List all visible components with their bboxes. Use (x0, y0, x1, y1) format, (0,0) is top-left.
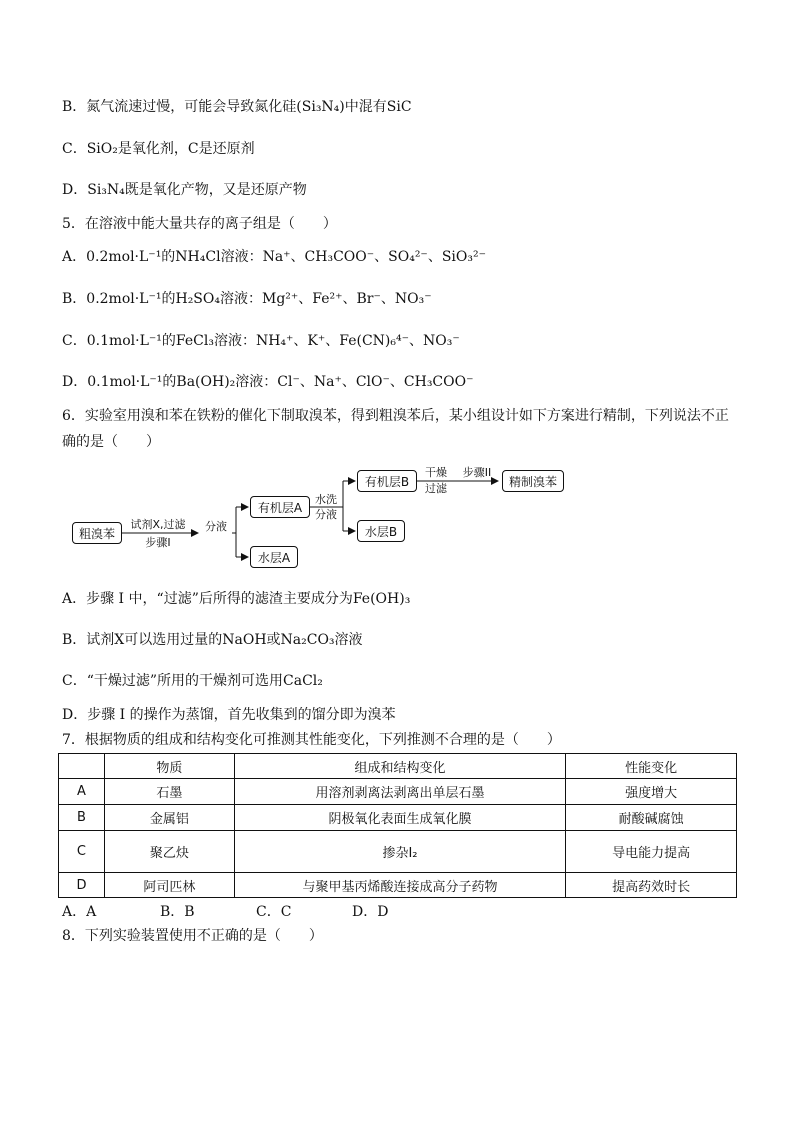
table-row (59, 831, 737, 873)
box-organic-layer-a: 有机层A (250, 496, 310, 518)
table-cell: 阿司匹林 (104, 873, 234, 898)
table-header-row (59, 754, 737, 779)
q7-choice-a: A．A (62, 904, 97, 920)
q4-option-d: D．Si₃N₄既是氧化产物，又是还原产物 (62, 182, 307, 198)
table-row (59, 873, 737, 898)
table-row (59, 805, 737, 831)
table-cell: A (59, 779, 105, 805)
table-cell: 聚乙炔 (104, 831, 234, 873)
q8-stem: 8．下列实验装置使用不正确的是（ ） (62, 928, 323, 944)
q7-stem: 7．根据物质的组成和结构变化可推测其性能变化，下列推测不合理的是（ ） (62, 732, 561, 748)
label-separate: 分液 (205, 520, 227, 533)
table-header-cell: 性能变化 (566, 754, 737, 779)
box-organic-layer-b: 有机层B (357, 470, 417, 492)
table-cell: 金属铝 (104, 805, 234, 831)
q5-option-a: A．0.2mol·L⁻¹的NH₄Cl溶液：Na⁺、CH₃COO⁻、SO₄²⁻、SiO₃²⁻ (62, 249, 486, 265)
table-header-cell (59, 754, 105, 779)
table-cell: 提高药效时长 (566, 873, 737, 898)
table-cell: D (59, 873, 105, 898)
q5-option-d: D．0.1mol·L⁻¹的Ba(OH)₂溶液：Cl⁻、Na⁺、ClO⁻、CH₃COO⁻ (62, 374, 474, 390)
table-cell: 阴极氧化表面生成氧化膜 (234, 805, 565, 831)
q5-option-b: B．0.2mol·L⁻¹的H₂SO₄溶液：Mg²⁺、Fe²⁺、Br⁻、NO₃⁻ (62, 291, 432, 307)
label-reagent-x: 试剂X,过滤 (130, 518, 186, 531)
table-cell: 用溶剂剥离法剥离出单层石墨 (234, 779, 565, 805)
table-cell: 强度增大 (566, 779, 737, 805)
label-step-2: 步骤II (462, 466, 492, 479)
table-header-cell: 物质 (104, 754, 234, 779)
q6-option-b: B．试剂X可以选用过量的NaOH或Na₂CO₃溶液 (62, 632, 363, 648)
q6-option-d: D．步骤 I 的操作为蒸馏，首先收集到的馏分即为溴苯 (62, 707, 396, 723)
table-row (59, 779, 737, 805)
table-cell: 耐酸碱腐蚀 (566, 805, 737, 831)
q4-option-c: C．SiO₂是氧化剂，C是还原剂 (62, 141, 255, 157)
label-filter: 过滤 (425, 482, 447, 495)
label-step-1: 步骤I (145, 536, 171, 549)
table-cell: C (59, 831, 105, 873)
label-dry: 干燥 (425, 466, 447, 479)
table-cell: 与聚甲基丙烯酸连接成高分子药物 (234, 873, 565, 898)
q6-stem-line1: 6．实验室用溴和苯在铁粉的催化下制取溴苯，得到粗溴苯后，某小组设计如下方案进行精制，下列说法不正 (62, 408, 729, 424)
q7-choice-d: D．D (352, 904, 389, 920)
box-aqueous-layer-a: 水层A (250, 546, 298, 568)
q6-option-c: C．“干燥过滤”所用的干燥剂可选用CaCl₂ (62, 673, 323, 689)
q7-choice-c: C．C (256, 904, 292, 920)
label-water-wash: 水洗 (315, 493, 337, 506)
box-crude-bromobenzene: 粗溴苯 (72, 522, 122, 544)
table-cell: 石墨 (104, 779, 234, 805)
q7-choice-b: B．B (160, 904, 195, 920)
table-header-cell: 组成和结构变化 (234, 754, 565, 779)
box-aqueous-layer-b: 水层B (357, 520, 405, 542)
q5-option-c: C．0.1mol·L⁻¹的FeCl₃溶液：NH₄⁺、K⁺、Fe(CN)₆⁴⁻、NO₃⁻ (62, 333, 460, 349)
properties-table (58, 753, 737, 898)
label-separate-2: 分液 (315, 508, 337, 521)
table-cell: 掺杂I₂ (234, 831, 565, 873)
q5-stem: 5．在溶液中能大量共存的离子组是（ ） (62, 216, 337, 232)
table-cell: B (59, 805, 105, 831)
q6-stem-line2: 确的是（ ） (62, 434, 160, 450)
q6-option-a: A．步骤 I 中，“过滤”后所得的滤渣主要成分为Fe(OH)₃ (62, 591, 411, 607)
q4-option-b: B．氮气流速过慢，可能会导致氮化硅(Si₃N₄)中混有SiC (62, 99, 412, 115)
box-pure-bromobenzene: 精制溴苯 (502, 470, 564, 492)
table-cell: 导电能力提高 (566, 831, 737, 873)
